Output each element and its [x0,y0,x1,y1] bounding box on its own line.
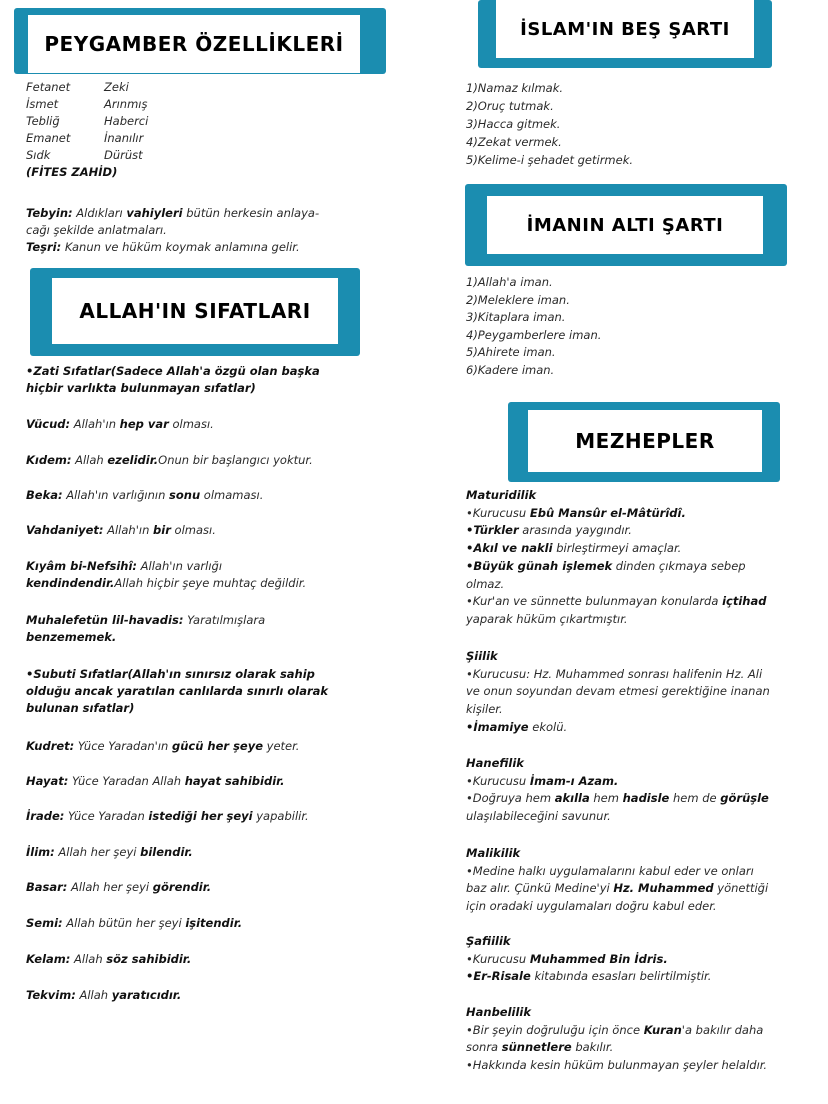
trait-row: Fetanet Zeki [26,80,129,94]
sifat-kidem: Kıdem: Allah ezelidir.Onun bir başlangıcı yoktur. [26,453,313,467]
siilik-block: Şiilik •Kurucusu: Hz. Muhammed sonrası halifenin Hz. Ali ve onun soyundan devam etmesi gerektiğine inanan kişiler. •İmamiye ekolü. [466,649,770,734]
list-item: 2)Oruç tutmak. [466,99,554,113]
subuti-heading: •Subuti Sıfatlar(Allah'ın sınırsız olarak sahip olduğu ancak yaratılan canlılarda sınırlı olarak bulunan sıfatlar) [26,667,329,715]
list-item: 6)Kadere iman. [466,362,555,377]
zati-heading: •Zati Sıfatlar(Sadece Allah'a özgü olan başka hiçbir varlıkta bulunmayan sıfatlar) [26,364,320,395]
sifat-vucud: Vücud: Allah'ın hep var olması. [26,417,214,431]
sifat-tekvim: Tekvim: Allah yaratıcıdır. [26,988,182,1002]
list-item: 5)Ahirete iman. [466,345,556,360]
list-item: 1)Namaz kılmak. [466,81,564,95]
peygamber-traits [26,79,148,181]
trait-row: Sıdk Dürüst [26,148,143,162]
sifat-beka: Beka: Allah'ın varlığının sonu olmaması. [26,488,264,502]
peygamber-title: PEYGAMBER ÖZELLİKLERİ [44,32,344,56]
mnemonic: (FİTES ZAHİD) [26,165,118,179]
banner-islam [478,0,772,68]
sifat-kiyam: Kıyâm bi-Nefsihî: Allah'ın varlığı kendindendir.Allah hiçbir şeye muhtaç değildir. [26,559,307,590]
sifat-vahdaniyet: Vahdaniyet: Allah'ın bir olması. [26,523,216,537]
mezhepler-title: MEZHEPLER [575,429,715,453]
sifat-ilim: İlim: Allah her şeyi bilendir. [26,845,193,859]
list-item: 5)Kelime-i şehadet getirmek. [466,153,634,167]
sifat-hayat: Hayat: Yüce Yaradan Allah hayat sahibidir. [26,774,285,788]
banner-sifatlar [30,268,360,356]
hanefilik-block: Hanefilik •Kurucusu İmam-ı Azam. •Doğruya hem akılla hem hadisle hem de görüşle ulaşılabileceğini savunur. [466,756,769,824]
islam-list [466,79,633,169]
banner-peygamber [14,8,386,74]
safiilik-block: Şafiilik •Kurucusu Muhammed Bin İdris. •Er-Risale kitabında esasları belirtilmiştir. [466,934,712,984]
list-item: 4)Peygamberlere iman. [466,327,602,342]
banner-mezhepler [508,402,780,482]
trait-row: Tebliğ Haberci [26,114,149,128]
list-item: 1)Allah'a iman. [466,275,553,289]
iman-title: İMANIN ALTI ŞARTI [526,214,724,236]
maturidilik-block: Maturidilik •Kurucusu Ebû Mansûr el-Mâtürîdî. •Türkler arasında yaygındır. •Akıl ve nakli birleştirmeyi amaçlar. •Büyük günah işlemek dinden çıkmaya sebep olmaz. •Kur'an ve sünnette bulunmayan konularda içtihad yaparak hüküm çıkartmıştır. [466,488,767,626]
list-item: 3)Hacca gitmek. [466,117,561,131]
banner-iman [465,184,787,266]
hanbelilik-block: Hanbelilik •Bir şeyin doğruluğu için önce Kuran'a bakılır daha sonra sünnetlere bakılır. •Hakkında kesin hüküm bulunmayan şeyler helaldır. [466,1005,768,1073]
sifat-muhalefet: Muhalefetün lil-havadis: Yaratılmışlara benzememek. [26,613,266,644]
sifat-basar: Basar: Allah her şeyi görendir. [26,880,212,894]
islam-title: İSLAM'IN BEŞ ŞARTI [520,18,730,40]
sifat-kudret: Kudret: Yüce Yaradan'ın gücü her şeye yeter. [26,739,300,753]
list-item: 2)Meleklere iman. [466,292,570,307]
trait-row: İsmet Arınmış [26,97,148,111]
sifat-irade: İrade: Yüce Yaradan istediği her şeyi yapabilir. [26,809,309,823]
malikilik-block: Malikilik •Medine halkı uygulamalarını kabul eder ve onları baz alır. Çünkü Medine'yi Hz. Muhammed yönettiği için oradaki uygulamaları doğru kabul eder. [466,846,769,914]
sifatlar-title: ALLAH'IN SIFATLARI [79,299,311,323]
tebyin-definition: Tebyin: Aldıkları vahiyleri bütün herkesin anlaya- cağı şekilde anlatmaları. Teşri: Kanun ve hüküm koymak anlamına gelir. [26,206,320,254]
list-item: 3)Kitaplara iman. [466,310,566,325]
iman-list [466,274,601,380]
sifat-kelam: Kelam: Allah söz sahibidir. [26,952,192,966]
trait-row: Emanet İnanılır [26,131,144,145]
list-item: 4)Zekat vermek. [466,135,562,149]
sifat-semi: Semi: Allah bütün her şeyi işitendir. [26,916,243,930]
